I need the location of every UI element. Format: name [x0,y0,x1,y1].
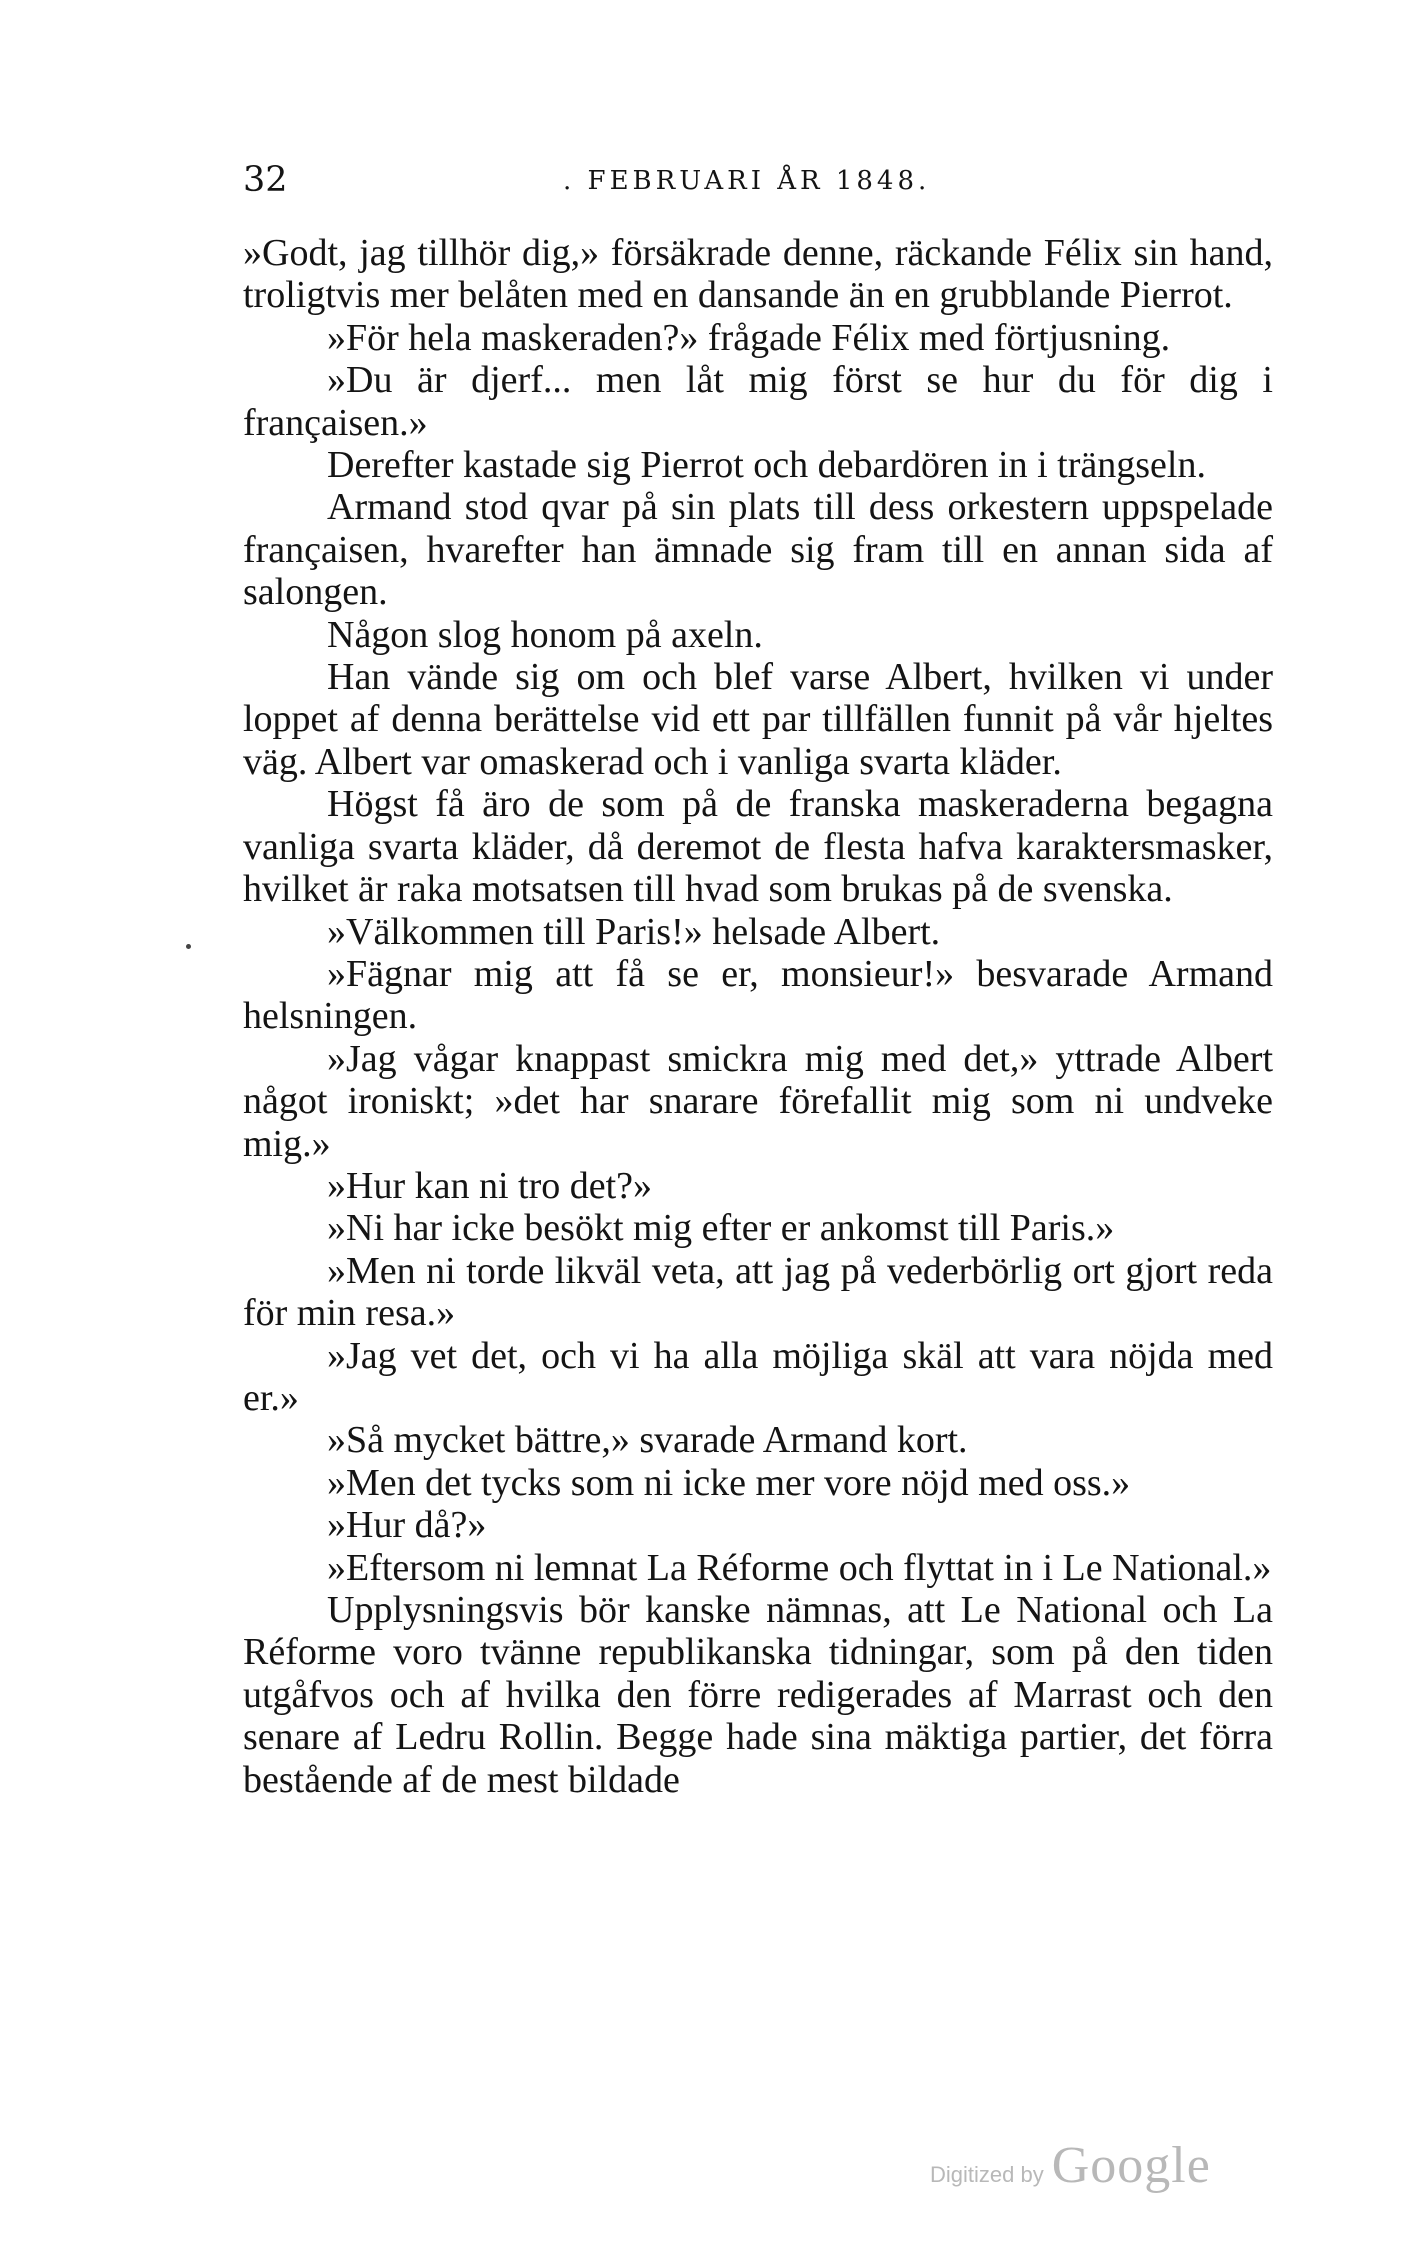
paragraph: »Ni har icke besökt mig efter er ankomst till Paris.» [327,1207,1115,1250]
paragraph: »Men det tycks som ni icke mer vore nöjd med oss.» [327,1461,1131,1504]
paragraph: »För hela maskeraden?» frågade Félix med förtjusning. [327,316,1171,359]
paragraph: Armand stod qvar på sin plats till dess orkestern uppspelade françaisen, hvarefter han ämnade sig fram till en annan sida af salongen. [243,486,1273,614]
running-head: . FEBRUARI ÅR 1848. [563,166,931,196]
paragraph: »Du är djerf... men låt mig först se hur du för dig i françaisen.» [243,359,1273,444]
watermark-brand: Google [1051,2137,1211,2194]
paragraph: »Jag vet det, och vi ha alla möjliga skäl att vara nöjda med er.» [243,1334,1273,1419]
paragraph: »Välkommen till Paris!» helsade Albert. [327,910,941,953]
paragraph: Upplysningsvis bör kanske nämnas, att Le National och La Réforme voro tvänne republikanska tidningar, som på den tiden utgåfvos och af hvilka den förre redigerades af Marrast och den senare af Ledru Rollin. Begge hade sina mäktiga partier, det förra bestående af de mest bildade [243,1589,1273,1801]
body-text [243,232,1273,1801]
page-header [243,160,1283,204]
paragraph: »Eftersom ni lemnat La Réforme och flyttat in i Le National.» [327,1546,1272,1589]
paragraph: Derefter kastade sig Pierrot och debardören in i trängseln. [327,444,1206,487]
paragraph: »Men ni torde likväl veta, att jag på vederbörlig ort gjort reda för min resa.» [243,1249,1273,1335]
paragraph: Högst få äro de som på de franska maskeraderna begagna vanliga svarta kläder, då deremot de flesta hafva karaktersmasker, hvilket är raka motsatsen till hvad som brukas på de svenska. [243,783,1273,911]
stray-ink-mark [186,944,191,949]
paragraph: »Fägnar mig att få se er, monsieur!» besvarade Armand helsningen. [243,952,1273,1038]
watermark-prefix: Digitized by [930,2162,1044,2187]
paragraph: »Hur då?» [327,1504,487,1547]
paragraph: Han vände sig om och blef varse Albert, hvilken vi under loppet af denna berättelse vid ett par tillfällen funnit på vår hjeltes väg. Albert var omaskerad och i vanliga svarta kläder. [243,656,1273,783]
paragraph: »Godt, jag tillhör dig,» försäkrade denne, räckande Félix sin hand, troligtvis mer belåten med en dansande än en grubblande Pierrot. [243,232,1273,317]
paragraph: »Så mycket bättre,» svarade Armand kort. [327,1419,968,1462]
google-watermark [930,2136,1211,2195]
page-number: 32 [243,160,288,200]
paragraph: Någon slog honom på axeln. [327,613,763,656]
paragraph: »Hur kan ni tro det?» [327,1164,653,1207]
paragraph: »Jag vågar knappast smickra mig med det,» yttrade Albert något ironiskt; »det har snarare förefallit mig som ni undveke mig.» [243,1037,1273,1165]
